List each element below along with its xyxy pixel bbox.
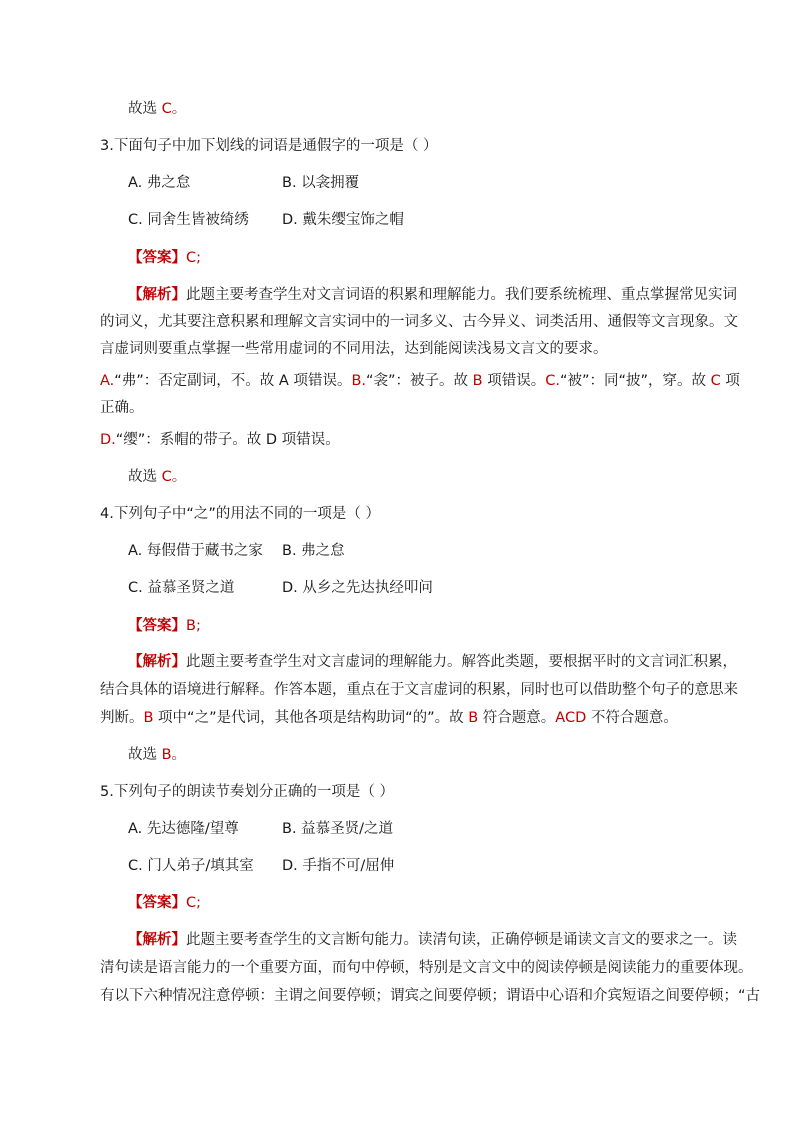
- analysis-text: “弗”：否定副词，不。故 A 项错误。: [114, 373, 352, 389]
- analysis-text: 项中“之”是代词，其他各项是结构助词“的”。故: [153, 710, 469, 726]
- q5-option-c: [128, 856, 254, 876]
- q3-option-b: [282, 173, 359, 193]
- conclusion-prefix: 故选: [128, 101, 162, 117]
- q4-analysis-line-2: 结合具体的语境进行解释。作答本题，重点在于文言虚词的积累，同时也可以借助整个句子的意思来: [100, 682, 738, 698]
- option-letter: A.: [128, 821, 147, 837]
- q4-option-d: [282, 578, 433, 598]
- option-ref: C: [710, 373, 721, 389]
- q4-option-c: [128, 578, 234, 598]
- analysis-text: 判断。: [100, 710, 144, 726]
- conclusion-answer: B。: [161, 747, 187, 763]
- option-text: 戴朱缨宝饰之帽: [302, 212, 404, 228]
- q3-analysis-line-6: [100, 430, 340, 450]
- answer-label: 【答案】: [128, 895, 186, 911]
- analysis-text: “缨”：系帽的带子。故 D 项错误。: [115, 432, 340, 448]
- option-text: 每假借于藏书之家: [146, 543, 263, 559]
- q3-analysis-line-4: [100, 371, 740, 391]
- option-letter: C.: [128, 212, 148, 228]
- conclusion-prefix: 故选: [128, 469, 162, 485]
- option-letter: C.: [128, 858, 148, 874]
- conclusion-answer: C。: [161, 101, 187, 117]
- analysis-text: 不符合题意。: [586, 710, 678, 726]
- q3-analysis-line-1: [128, 285, 737, 305]
- option-ref: B: [472, 373, 483, 389]
- question-3-stem: 3.下面句子中加下划线的词语是通假字的一项是（ ）: [100, 138, 438, 154]
- answer-value: C;: [186, 895, 202, 911]
- analysis-text: 项错误。: [482, 373, 546, 389]
- q4-option-a: [128, 541, 263, 561]
- q4-option-b: [282, 541, 345, 561]
- answer-label: 【答案】: [128, 250, 186, 266]
- analysis-text: 符合题意。: [478, 710, 556, 726]
- option-text: 从乡之先达执经叩问: [302, 580, 433, 596]
- analysis-text: 此题主要考查学生对文言词语的积累和理解能力。我们要系统梳理、重点掌握常见实词: [186, 287, 737, 303]
- analysis-text: 项: [720, 373, 740, 389]
- option-text: 弗之怠: [146, 175, 191, 191]
- analysis-text: “衾”：被子。故: [366, 373, 473, 389]
- answer-value: B;: [186, 618, 201, 634]
- q3-analysis-line-5: 正确。: [100, 400, 144, 416]
- q5-option-d: [282, 856, 394, 876]
- q3-conclusion: [128, 467, 186, 487]
- q3-analysis-line-2: 的词义，尤其要注意积累和理解文言实词中的一词多义、古今异义、词类活用、通假等文言现象。文: [100, 314, 738, 330]
- q5-analysis-line-2: 清句读是语言能力的一个重要方面，而句中停顿，特别是文言文中的阅读停顿是阅读能力的重要体现。: [100, 960, 753, 976]
- q3-answer: [128, 248, 201, 268]
- option-text: 同舍生皆被绮绣: [147, 212, 249, 228]
- answer-label: 【答案】: [128, 618, 186, 634]
- q3-option-c: [128, 210, 249, 230]
- q3-option-a: [128, 173, 190, 193]
- option-letter: A.: [128, 175, 147, 191]
- q4-conclusion: [128, 745, 186, 765]
- option-text: 以衾拥覆: [301, 175, 360, 191]
- option-text: 门人弟子/填其室: [147, 858, 254, 874]
- option-letter: B.: [282, 821, 302, 837]
- analysis-label: 【解析】: [128, 654, 186, 670]
- option-ref: B: [468, 710, 479, 726]
- analysis-label: 【解析】: [128, 287, 186, 303]
- q3-option-d: [282, 210, 404, 230]
- option-text: 先达德隆/望尊: [146, 821, 239, 837]
- option-text: 手指不可/屈伸: [302, 858, 395, 874]
- option-ref: B: [143, 710, 154, 726]
- q5-answer: [128, 893, 201, 913]
- option-ref: A.: [100, 373, 115, 389]
- q4-analysis-line-1: [128, 652, 737, 672]
- option-letter: B.: [282, 543, 302, 559]
- conclusion-prefix: 故选: [128, 747, 162, 763]
- option-ref: B.: [351, 373, 367, 389]
- q5-analysis-line-1: [128, 930, 737, 950]
- option-text: 益慕圣贤之道: [147, 580, 235, 596]
- option-letter: D.: [282, 212, 303, 228]
- option-ref: D.: [100, 432, 116, 448]
- option-letter: A.: [128, 543, 147, 559]
- q4-answer: [128, 616, 201, 636]
- analysis-text: 此题主要考查学生的文言断句能力。读清句读，正确停顿是诵读文言文的要求之一。读: [186, 932, 737, 948]
- q5-analysis-line-3: 有以下六种情况注意停顿：主谓之间要停顿；谓宾之间要停顿；谓语中心语和介宾短语之间要停顿；“古: [100, 988, 761, 1004]
- option-letter: D.: [282, 580, 303, 596]
- q5-option-b: [282, 819, 393, 839]
- option-ref: C.: [545, 373, 560, 389]
- option-text: 益慕圣贤/之道: [301, 821, 394, 837]
- conclusion-answer: C。: [161, 469, 187, 485]
- option-letter: C.: [128, 580, 148, 596]
- question-4-stem: 4.下列句子中“之”的用法不同的一项是（ ）: [100, 506, 380, 522]
- conclusion-line: [128, 99, 186, 119]
- question-5-stem: 5.下列句子的朗读节奏划分正确的一项是（ ）: [100, 784, 394, 800]
- option-text: 弗之怠: [301, 543, 345, 559]
- analysis-text: “被”：同“披”，穿。故: [559, 373, 711, 389]
- answer-value: C;: [186, 250, 202, 266]
- option-letter: B.: [282, 175, 302, 191]
- analysis-text: 此题主要考查学生对文言虚词的理解能力。解答此类题，要根据平时的文言词汇积累，: [186, 654, 737, 670]
- q4-analysis-line-3: [100, 708, 678, 728]
- option-ref: ACD: [555, 710, 587, 726]
- option-letter: D.: [282, 858, 303, 874]
- analysis-label: 【解析】: [128, 932, 186, 948]
- q5-option-a: [128, 819, 239, 839]
- q3-analysis-line-3: 言虚词则要重点掌握一些常用虚词的不同用法，达到能阅读浅易文言文的要求。: [100, 341, 608, 357]
